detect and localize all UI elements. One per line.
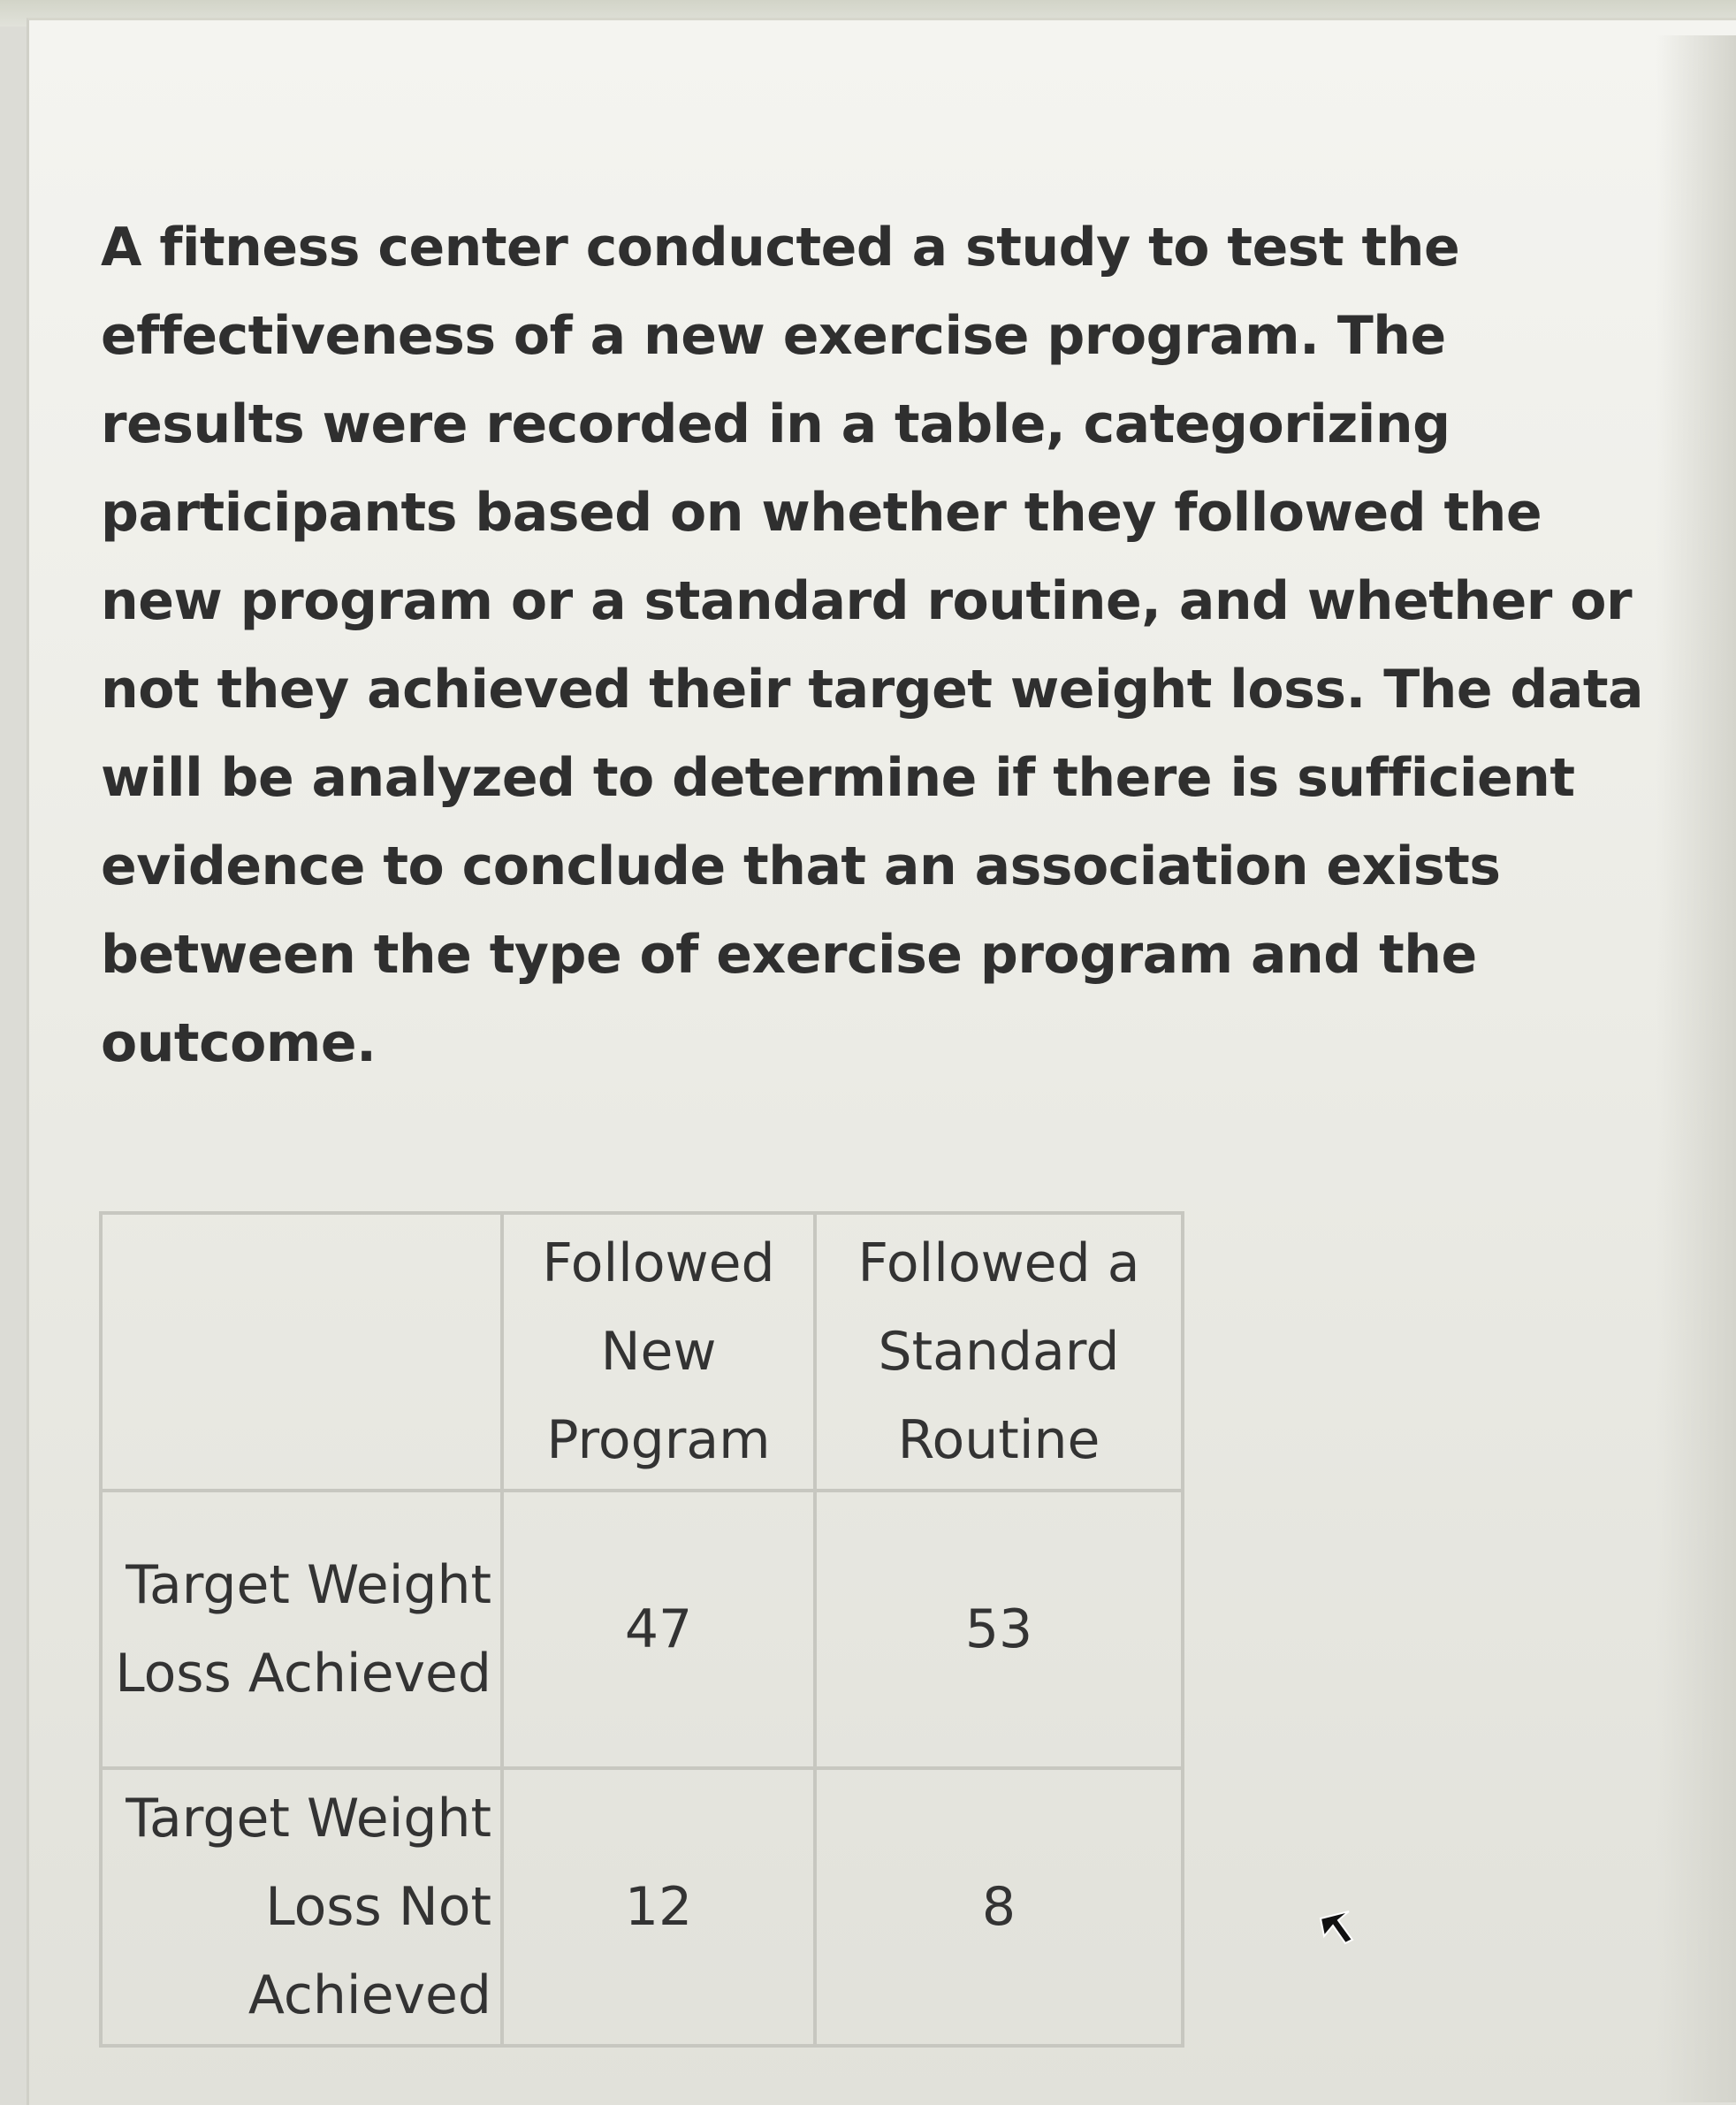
row-header-achieved: Target Weight Loss Achieved [101, 1491, 502, 1768]
question-text: A fitness center conducted a study to test the effectiveness of a new exercise program. The results were recorded in a table, categorizing participants based on whether they followed the new program or a standard routine, and whether or not they achieved their target weight loss. The data will be analyzed to determine if there is sufficient evidence to conclude that an association exists between the type of exercise program and the outcome. [101, 217, 1644, 1074]
column-header-new-program: Followed New Program [502, 1213, 815, 1491]
contingency-table [99, 1211, 1184, 2048]
table-row [101, 1768, 1183, 2046]
cell-achieved-new-program: 47 [502, 1491, 815, 1768]
cell-not-achieved-new-program: 12 [502, 1768, 815, 2046]
table-header-row [101, 1213, 1183, 1491]
cell-achieved-standard-routine: 53 [815, 1491, 1183, 1768]
table-row [101, 1491, 1183, 1768]
cell-not-achieved-standard-routine: 8 [815, 1768, 1183, 2046]
panel-right-edge [1656, 35, 1736, 2102]
column-header-standard-routine: Followed a Standard Routine [815, 1213, 1183, 1491]
row-header-not-achieved: Target Weight Loss Not Achieved [101, 1768, 502, 2046]
table-corner-cell [101, 1213, 502, 1491]
